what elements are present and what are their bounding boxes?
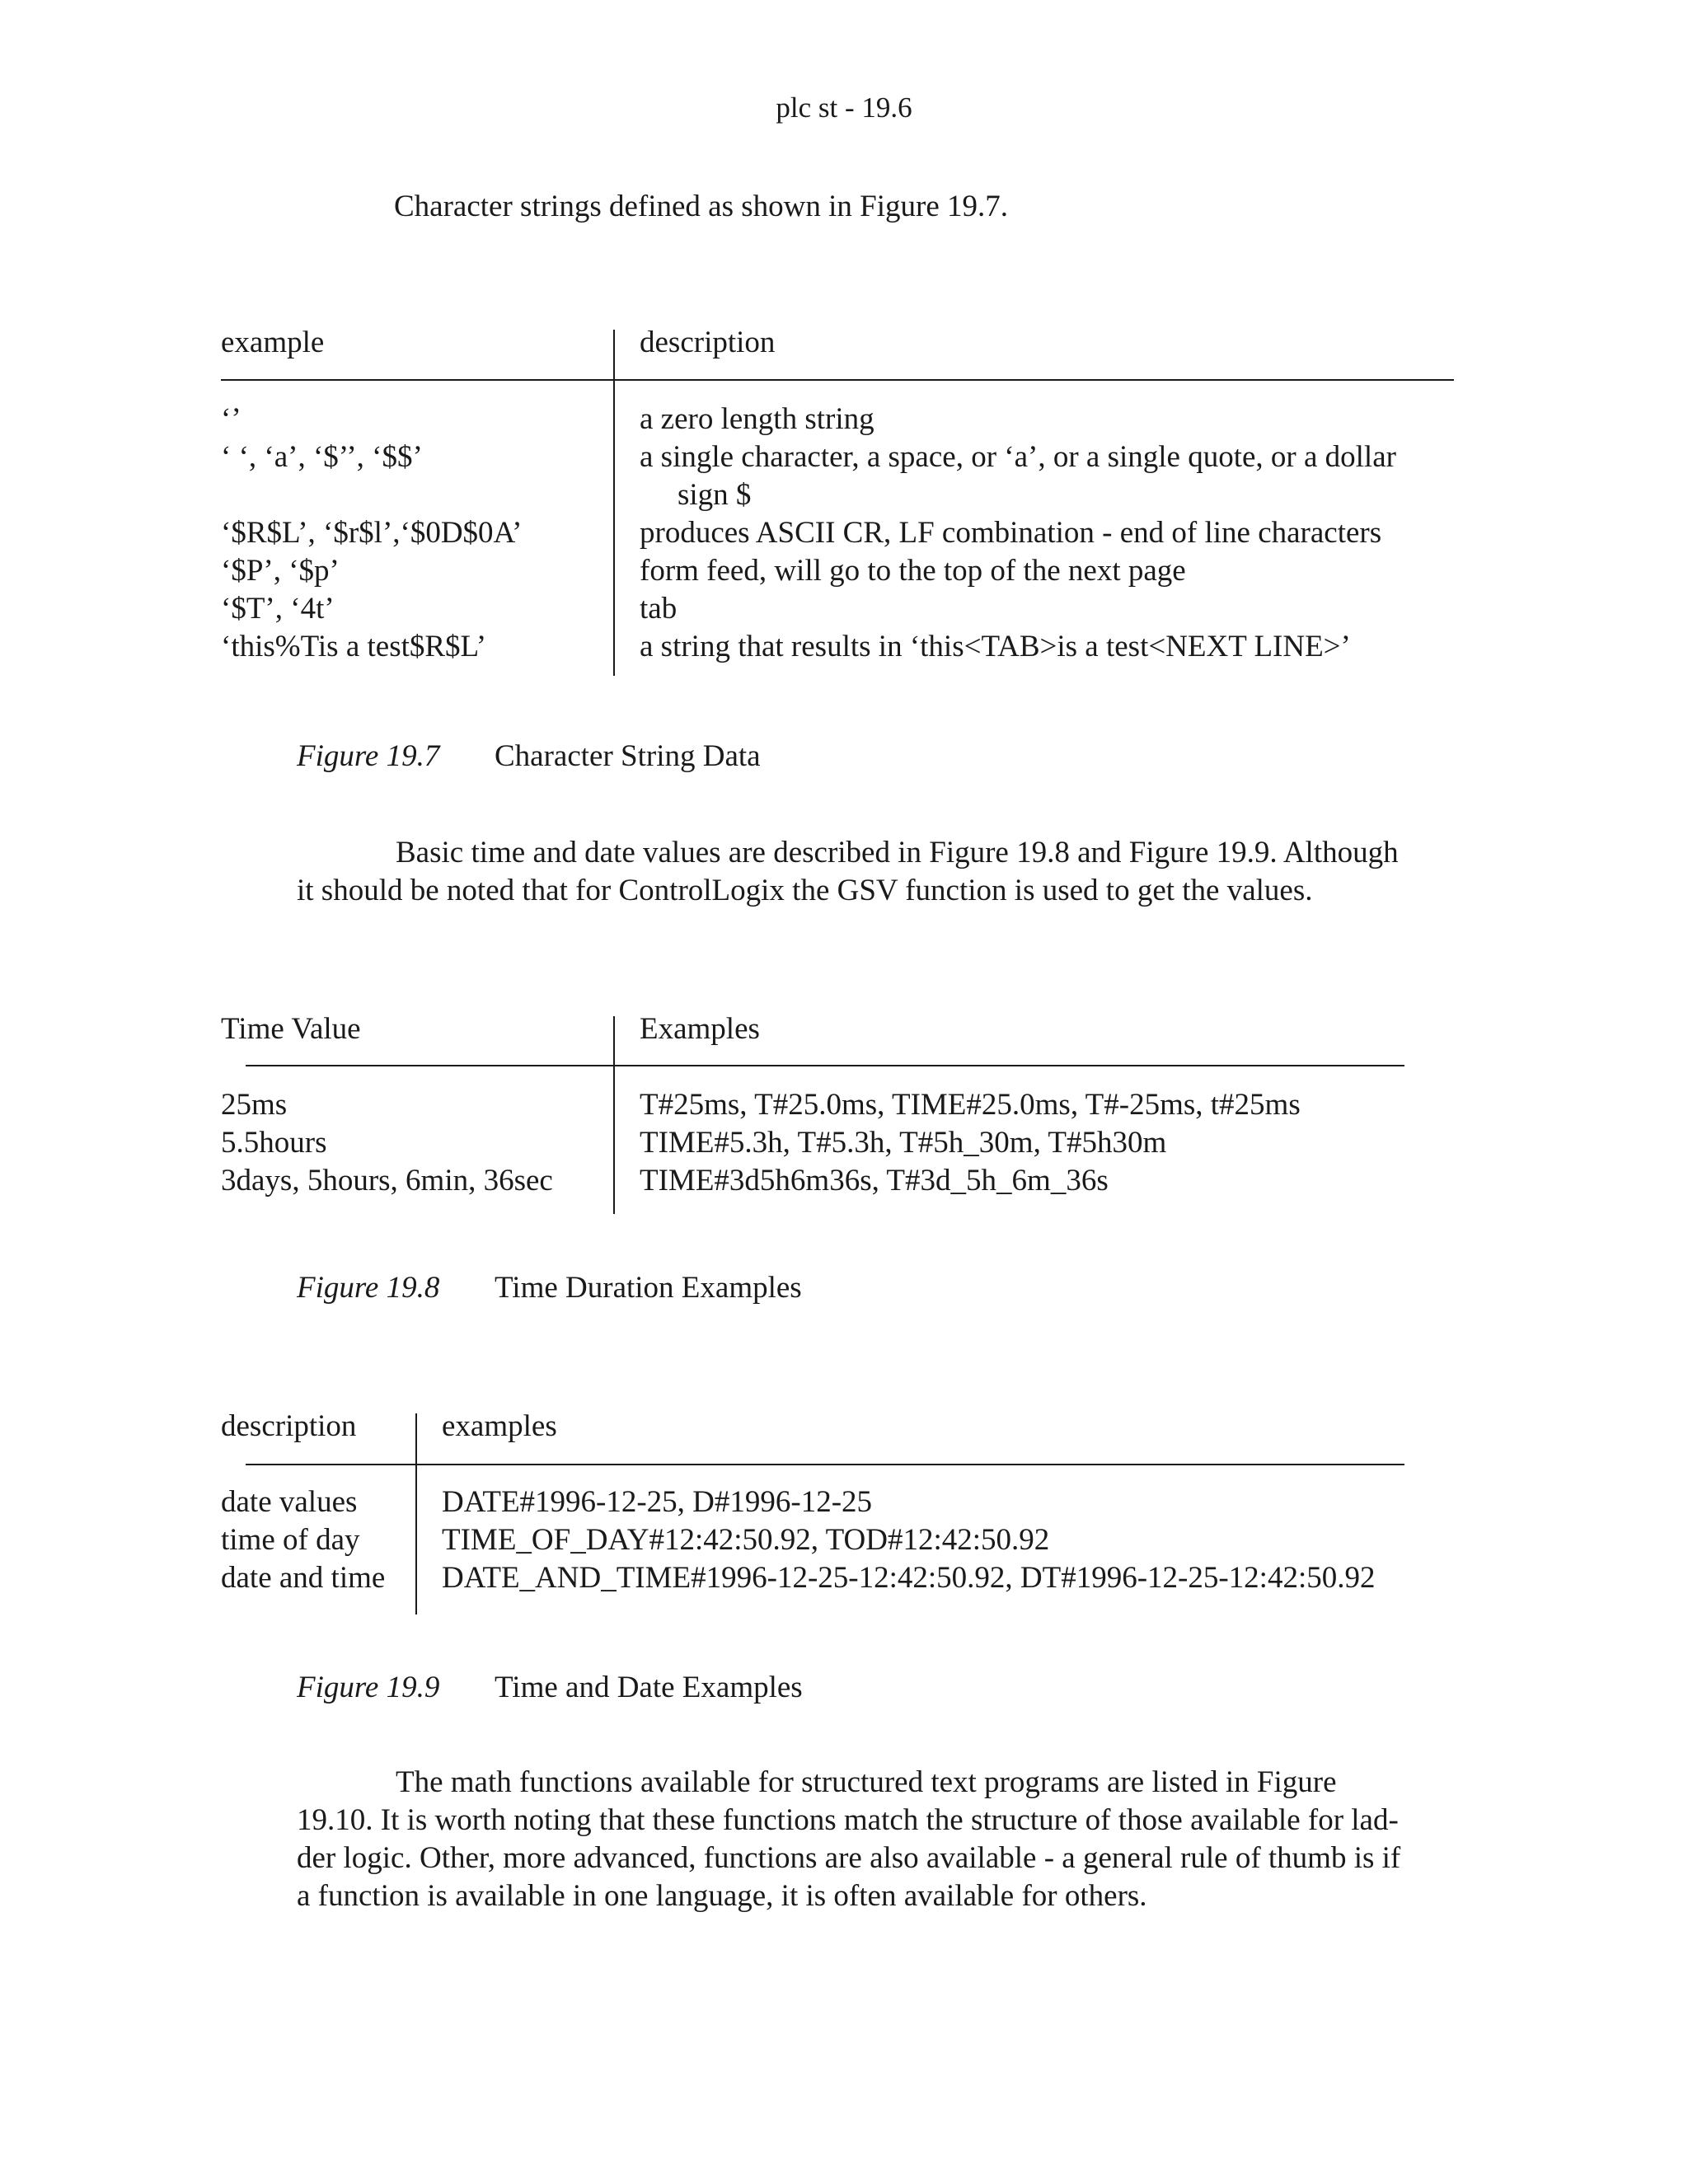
table-cell: date and time — [221, 1561, 386, 1595]
table-cell: ‘’ — [221, 402, 241, 436]
table1-header-example: example — [221, 326, 325, 359]
table-cell: a string that results in ‘this<TAB>is a test<NEXT LINE>’ — [640, 630, 1351, 663]
table1-description-column — [640, 401, 1396, 666]
table2-header-examples: Examples — [640, 1012, 760, 1046]
table-cell: form feed, will go to the top of the next page — [640, 554, 1186, 588]
table-cell: time of day — [221, 1523, 360, 1557]
table-cell: produces ASCII CR, LF combination - end of line characters — [640, 516, 1382, 550]
paragraph-line: der logic. Other, more advanced, functions are also available - a general rule of thumb is if — [297, 1841, 1401, 1875]
figure-title: Time Duration Examples — [495, 1271, 802, 1305]
table3-description-column — [221, 1483, 385, 1597]
table-cell: ‘this%Tis a test$R$L’ — [221, 630, 487, 663]
figure-number: Figure 19.9 — [297, 1671, 440, 1704]
page-header: plc st - 19.6 — [776, 91, 912, 124]
figure-19-9-caption — [297, 1669, 803, 1707]
paragraph-line: it should be noted that for ControlLogix the GSV function is used to get the values. — [297, 874, 1313, 907]
math-functions-paragraph — [297, 1764, 1484, 1915]
paragraph-line: The math functions available for structured text programs are listed in Figure — [396, 1765, 1337, 1799]
table-cell: a single character, a space, or ‘a’, or a single quote, or a dollar — [640, 440, 1396, 474]
table1-column-divider — [613, 330, 615, 676]
table-cell: ‘$P’, ‘$p’ — [221, 554, 340, 588]
table-cell: TIME#5.3h, T#5.3h, T#5h_30m, T#5h30m — [640, 1126, 1167, 1160]
figure-number: Figure 19.7 — [297, 739, 440, 773]
table3-column-divider — [415, 1413, 417, 1615]
figure-title: Character String Data — [495, 739, 761, 773]
table-cell: tab — [640, 592, 678, 626]
table-cell: T#25ms, T#25.0ms, TIME#25.0ms, T#-25ms, t#25ms — [640, 1088, 1301, 1122]
table-cell: DATE_AND_TIME#1996-12-25-12:42:50.92, DT#1996-12-25-12:42:50.92 — [442, 1561, 1376, 1595]
table1-example-column — [221, 401, 523, 666]
table2-value-column — [221, 1086, 553, 1200]
figure-19-8-caption — [297, 1269, 802, 1307]
table2-column-divider — [613, 1016, 615, 1214]
table3-examples-column — [442, 1483, 1376, 1597]
table-cell: TIME_OF_DAY#12:42:50.92, TOD#12:42:50.92 — [442, 1523, 1050, 1557]
table2-header-time-value: Time Value — [221, 1012, 361, 1046]
table3-header-examples: examples — [442, 1409, 557, 1443]
table-cell: ‘$R$L’, ‘$r$l’,‘$0D$0A’ — [221, 516, 523, 550]
table-cell: ‘$T’, ‘4t’ — [221, 592, 335, 626]
table3-header-description: description — [221, 1409, 357, 1443]
table-cell: DATE#1996-12-25, D#1996-12-25 — [442, 1485, 873, 1519]
figure-number: Figure 19.8 — [297, 1271, 440, 1305]
table3-header-rule — [246, 1464, 1404, 1465]
table2-header-rule — [246, 1065, 1404, 1066]
table-cell: 25ms — [221, 1088, 288, 1122]
intro-paragraph: Character strings defined as shown in Figure 19.7. — [394, 190, 1008, 223]
paragraph-line: Basic time and date values are described in Figure 19.8 and Figure 19.9. Although — [396, 836, 1399, 869]
table-cell: a zero length string — [640, 402, 874, 436]
paragraph-line: 19.10. It is worth noting that these functions match the structure of those available for lad- — [297, 1803, 1399, 1837]
time-date-paragraph — [297, 834, 1484, 910]
table-cell: date values — [221, 1485, 358, 1519]
figure-title: Time and Date Examples — [495, 1671, 803, 1704]
table-cell: ‘ ‘, ‘a’, ‘$’’, ‘$$’ — [221, 440, 423, 474]
table1-header-description: description — [640, 326, 776, 359]
figure-19-7-caption — [297, 738, 761, 776]
table-cell: 3days, 5hours, 6min, 36sec — [221, 1164, 553, 1197]
paragraph-line: a function is available in one language, it is often available for others. — [297, 1879, 1147, 1913]
table-cell: TIME#3d5h6m36s, T#3d_5h_6m_36s — [640, 1164, 1109, 1197]
table2-examples-column — [640, 1086, 1301, 1200]
table1-header-rule — [221, 379, 1454, 381]
table-cell: sign $ — [678, 478, 752, 512]
table-cell: 5.5hours — [221, 1126, 327, 1160]
